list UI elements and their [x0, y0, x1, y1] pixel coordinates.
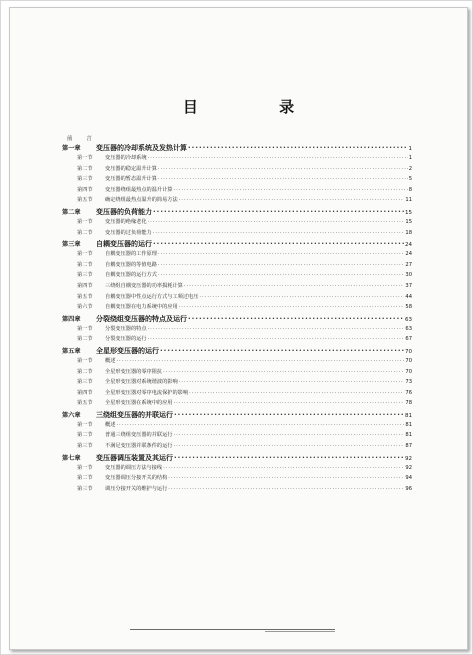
toc-section-page: 94	[405, 475, 412, 482]
toc-section-title: 变压器的调压方法与接线	[105, 464, 163, 471]
toc-section-number: 第四节	[77, 389, 93, 396]
toc-leader-dots	[158, 166, 408, 172]
toc-section-title: 分裂变压器的运行	[105, 336, 147, 343]
toc-chapter-title: 全星形变压器的运行	[96, 346, 159, 355]
toc-section-title: 变压器的冷却系统	[105, 155, 147, 161]
toc-leader-dots	[173, 187, 407, 193]
toc-section-number: 第三节	[77, 443, 93, 450]
toc-section-page: 78	[405, 400, 412, 407]
toc-section-page: 8	[408, 186, 412, 193]
toc-section-label	[77, 485, 167, 492]
toc-section-page: 15	[405, 218, 412, 225]
toc-section-title: 概述	[105, 421, 116, 428]
toc-section-label	[77, 165, 157, 172]
document-page[interactable]	[9, 7, 468, 650]
toc-section-number: 第二节	[77, 475, 93, 482]
toc-section-title: 不满足变压器并联条件的运行	[105, 443, 173, 450]
toc-chapter-label	[62, 143, 187, 153]
toc-chapter-number: 第五章	[62, 347, 81, 355]
toc-section-row[interactable]	[62, 421, 412, 432]
footer-rule	[130, 629, 335, 630]
toc-chapter-title: 变压器调压装置及其运行	[96, 453, 173, 462]
toc-section-title: 全星形变压器对系统谐波的影响	[105, 379, 178, 386]
toc-section-row[interactable]	[62, 442, 412, 453]
toc-chapter-row[interactable]	[62, 239, 412, 250]
toc-section-label	[77, 399, 172, 406]
toc-section-number: 第二节	[77, 229, 93, 236]
toc-section-page: 92	[405, 464, 412, 471]
toc-leader-dots	[184, 283, 405, 289]
toc-section-number: 第一节	[77, 357, 93, 364]
toc-section-page: 81	[405, 421, 412, 428]
toc-section-number: 第一节	[77, 155, 93, 161]
toc-leader-dots	[153, 208, 404, 216]
toc-section-title: 全星形变压器的零序阻抗	[105, 368, 163, 375]
toc-leader-dots	[179, 304, 405, 310]
toc-section-number: 第五节	[77, 400, 93, 407]
toc-section-page: 1	[408, 155, 412, 161]
toc-section-row[interactable]	[62, 485, 412, 496]
toc-chapter-title: 三绕组变压器的并联运行	[96, 410, 173, 419]
toc-section-label	[77, 303, 178, 310]
toc-section-number: 第一节	[77, 464, 93, 471]
toc-leader-dots	[199, 294, 404, 300]
toc-chapter-page: 24	[405, 242, 412, 249]
toc-chapter-label	[62, 346, 159, 356]
toc-section-row[interactable]	[62, 303, 412, 314]
toc-leader-dots	[148, 336, 405, 342]
toc-chapter-label	[62, 453, 173, 463]
toc-chapter-title: 自耦变压器的运行	[96, 240, 152, 249]
toc-section-page: 24	[405, 251, 412, 258]
toc-chapter-row[interactable]	[62, 143, 412, 154]
toc-chapter-page: 1	[408, 146, 412, 152]
toc-section-page: 63	[405, 325, 412, 332]
toc-section-label	[77, 218, 147, 225]
toc-chapter-number: 第七章	[62, 454, 81, 462]
toc-leader-dots	[179, 197, 405, 203]
toc-chapter-number: 第六章	[62, 411, 81, 419]
toc-section-label	[77, 325, 147, 332]
toc-section-title: 分裂变压器的特点	[105, 325, 147, 332]
toc-section-title: 变压器的过负荷能力	[105, 229, 152, 236]
toc-chapter-label	[62, 239, 152, 249]
toc-section-number: 第五节	[77, 197, 93, 204]
toc-section-title: 自耦变压器的运行方式	[105, 272, 157, 279]
toc-leader-dots	[153, 240, 404, 248]
toc-chapter-title: 变压器的冷却系统及发热计算	[96, 144, 187, 152]
toc-preface-row[interactable]	[62, 134, 412, 143]
toc-section-page: 70	[405, 368, 412, 375]
toc-leader-dots	[173, 400, 404, 406]
toc-section-row[interactable]	[62, 186, 412, 197]
toc-section-row[interactable]	[62, 368, 412, 379]
toc-section-page: 30	[405, 272, 412, 279]
toc-section-number: 第二节	[77, 336, 93, 343]
toc-section-row[interactable]	[62, 378, 412, 389]
toc-section-title: 普通三绕组变压器的并联运行	[105, 432, 173, 439]
toc-section-row[interactable]	[62, 165, 412, 176]
toc-section-label	[77, 293, 198, 300]
toc-section-number: 第五节	[77, 293, 93, 300]
toc-chapter-title: 变压器的负荷能力	[96, 207, 152, 216]
toc-section-page: 37	[405, 282, 412, 289]
toc-section-page: 87	[405, 443, 412, 450]
toc-section-page: 27	[405, 261, 412, 268]
toc-section-number: 第三节	[77, 379, 93, 386]
toc-chapter-page: 15	[405, 209, 412, 216]
toc-chapter-row[interactable]	[62, 410, 412, 421]
toc-section-number: 第二节	[77, 368, 93, 375]
toc-section-number: 第一节	[77, 251, 93, 258]
footer-rule-secondary	[265, 631, 335, 632]
toc-section-label	[77, 250, 157, 257]
toc-section-label	[77, 154, 147, 161]
toc-section-number: 第三节	[77, 176, 93, 183]
toc-section-number: 第四节	[77, 186, 93, 193]
toc-section-title: 变压器的稳定温升计算	[105, 165, 157, 172]
toc-section-page: 73	[405, 379, 412, 386]
toc-section-row[interactable]	[62, 389, 412, 400]
toc-leader-dots	[158, 272, 405, 278]
toc-section-row[interactable]	[62, 250, 412, 261]
toc-section-label	[77, 474, 167, 481]
toc-leader-dots	[148, 155, 408, 161]
toc-section-title: 变压器的暂态温升计算	[105, 176, 157, 183]
toc-section-number: 第三节	[77, 485, 93, 492]
toc-leader-dots	[148, 219, 405, 225]
toc-section-label	[77, 335, 147, 342]
toc-leader-dots	[160, 347, 404, 355]
toc-section-title: 变压器调压分接开关的结构	[105, 475, 168, 482]
toc-section-label	[77, 442, 172, 449]
toc-section-label	[77, 389, 188, 396]
toc-leader-dots	[173, 432, 404, 438]
toc-section-title: 三绕组自耦变压器的功率损耗计算	[105, 282, 183, 289]
toc-section-page: 67	[405, 336, 412, 343]
toc-section-row[interactable]	[62, 399, 412, 410]
toc-leader-dots	[158, 176, 408, 182]
toc-leader-dots	[158, 262, 405, 268]
toc-leader-dots	[116, 358, 404, 364]
toc-section-title: 自耦变压器中性点运行方式与工频过电压	[105, 293, 199, 300]
toc-section-page: 5	[408, 176, 412, 183]
toc-section-title: 全星形变压器对零序电流保护的影响	[105, 389, 189, 396]
toc-section-row[interactable]	[62, 474, 412, 485]
toc-section-row[interactable]	[62, 325, 412, 336]
toc-section-label	[77, 196, 178, 203]
toc-section-label	[77, 282, 183, 289]
toc-leader-dots	[168, 475, 404, 481]
toc-leader-dots	[168, 486, 404, 492]
toc-leader-dots	[148, 326, 405, 332]
toc-leader-dots	[189, 390, 404, 396]
toc-chapter-label	[62, 314, 187, 324]
toc-leader-dots	[174, 411, 404, 419]
toc-section-title: 调压分接开关的维护与运行	[105, 485, 168, 492]
toc-section-label	[77, 271, 157, 278]
toc-section-number: 第四节	[77, 282, 93, 289]
toc-section-title: 变压器的绝缘老化	[105, 218, 147, 225]
toc-leader-dots	[173, 443, 404, 449]
toc-section-row[interactable]	[62, 154, 412, 165]
toc-section-row[interactable]	[62, 293, 412, 304]
toc-section-title: 自耦变压器的工作原理	[105, 251, 157, 258]
toc-section-page: 11	[405, 197, 412, 204]
toc-leader-dots	[174, 454, 404, 462]
toc-chapter-number: 第四章	[62, 315, 81, 323]
toc-section-number: 第二节	[77, 165, 93, 172]
toc-section-row[interactable]	[62, 218, 412, 229]
toc-section-title: 概述	[105, 357, 116, 364]
toc-section-page: 81	[405, 432, 412, 439]
toc-chapter-page: 92	[405, 455, 412, 462]
toc-section-label	[77, 357, 115, 364]
toc-chapter-label	[62, 207, 152, 217]
toc-section-row[interactable]	[62, 282, 412, 293]
toc-section-page: 44	[405, 293, 412, 300]
toc-section-label	[77, 464, 162, 471]
toc-leader-dots	[179, 379, 405, 385]
toc-section-label	[77, 431, 172, 438]
toc-leader-dots	[188, 144, 408, 152]
table-of-contents	[62, 134, 412, 495]
toc-section-row[interactable]	[62, 196, 412, 207]
toc-section-row[interactable]	[62, 335, 412, 346]
toc-section-label	[77, 186, 172, 193]
toc-leader-dots	[158, 251, 405, 257]
toc-chapter-page: 63	[405, 316, 412, 323]
toc-chapter-number: 第二章	[62, 208, 81, 216]
toc-chapter-row[interactable]	[62, 453, 412, 464]
toc-section-row[interactable]	[62, 261, 412, 272]
toc-section-row[interactable]	[62, 175, 412, 186]
toc-section-label	[77, 261, 157, 268]
toc-section-page: 70	[405, 357, 412, 364]
toc-section-label	[77, 378, 178, 385]
toc-chapter-label	[62, 410, 173, 420]
toc-chapter-page: 70	[405, 348, 412, 355]
toc-section-label	[77, 421, 115, 428]
toc-chapter-number: 第一章	[62, 145, 81, 152]
toc-section-title: 自耦变压器的等值电路	[105, 261, 157, 268]
toc-chapter-page: 81	[405, 412, 412, 419]
toc-section-number: 第一节	[77, 325, 93, 332]
page-title: 目 录	[182, 98, 333, 116]
toc-section-page: 58	[405, 304, 412, 311]
toc-chapter-number: 第三章	[62, 241, 81, 249]
toc-chapter-row[interactable]	[62, 207, 412, 218]
toc-section-number: 第三节	[77, 272, 93, 279]
toc-section-page: 18	[405, 229, 412, 236]
toc-chapter-row[interactable]	[62, 346, 412, 357]
toc-section-page: 76	[405, 389, 412, 396]
toc-section-page: 2	[408, 165, 412, 172]
toc-section-title: 自耦变压器在电力系统中的应用	[105, 304, 178, 311]
toc-section-label	[77, 229, 152, 236]
toc-section-title: 全星形变压器在系统中的应用	[105, 400, 173, 407]
toc-section-row[interactable]	[62, 464, 412, 475]
toc-section-title: 确定绕组最热点温升的简易方法	[105, 197, 178, 204]
toc-section-number: 第二节	[77, 261, 93, 268]
toc-chapter-title: 分裂绕组变压器的特点及运行	[96, 314, 187, 323]
toc-section-row[interactable]	[62, 271, 412, 282]
toc-section-row[interactable]	[62, 431, 412, 442]
toc-leader-dots	[163, 465, 404, 471]
toc-section-title: 变压器绕组最热点的温升计算	[105, 186, 173, 193]
toc-section-number: 第一节	[77, 218, 93, 225]
toc-chapter-row[interactable]	[62, 314, 412, 325]
toc-section-label	[77, 368, 162, 375]
toc-preface-label: 前 言	[67, 136, 98, 142]
toc-leader-dots	[163, 369, 404, 375]
toc-section-number: 第二节	[77, 432, 93, 439]
toc-section-number: 第六节	[77, 304, 93, 311]
toc-leader-dots	[153, 230, 405, 236]
toc-section-label	[77, 175, 157, 182]
toc-leader-dots	[116, 422, 404, 428]
toc-section-row[interactable]	[62, 357, 412, 368]
toc-section-number: 第一节	[77, 421, 93, 428]
toc-leader-dots	[188, 315, 404, 323]
toc-section-row[interactable]	[62, 229, 412, 240]
toc-section-page: 96	[405, 485, 412, 492]
